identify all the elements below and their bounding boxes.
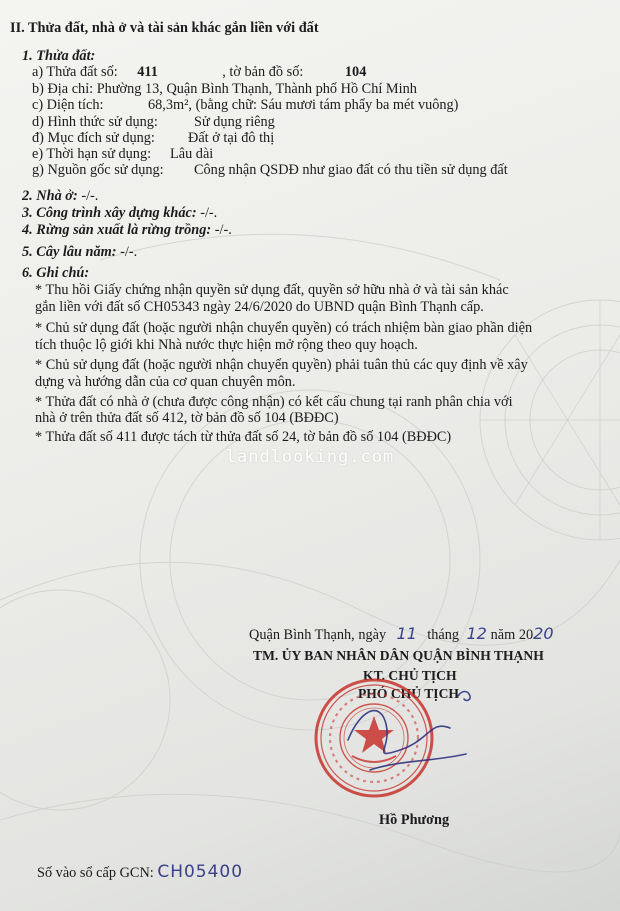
- month-label: tháng: [427, 627, 460, 643]
- house-value: -/-.: [81, 188, 99, 204]
- land-term-label: e) Thời hạn sử dụng:: [32, 146, 152, 162]
- land-purpose-row: [32, 130, 274, 146]
- signature-mark: [340, 680, 480, 800]
- watermark: landlooking.com: [225, 447, 395, 467]
- land-heading: 1. Thửa đất:: [22, 48, 96, 64]
- land-parcel-row: [32, 64, 366, 80]
- date-day: 11: [396, 624, 417, 643]
- note-line: * Chủ sử dụng đất (hoặc người nhận chuyển quyền) có trách nhiệm bàn giao phần diện: [35, 320, 533, 336]
- land-purpose-value: Đất ở tại đô thị: [188, 130, 275, 146]
- trees-label: 5. Cây lâu năm:: [22, 244, 117, 260]
- land-sheet-number: 104: [344, 64, 367, 80]
- land-area-row: [32, 97, 458, 113]
- note-line: * Chủ sử dụng đất (hoặc người nhận chuyển quyền) phải tuân thủ các quy định về xây: [35, 357, 528, 373]
- land-use-form-label: d) Hình thức sử dụng:: [32, 114, 158, 130]
- registry-number: CH05400: [157, 862, 244, 882]
- place-date-row: [249, 626, 554, 643]
- land-origin-label: g) Nguồn gốc sử dụng:: [32, 162, 164, 178]
- date-month: 12: [466, 624, 487, 643]
- forest-row: [22, 222, 232, 238]
- registry-label: Số vào sổ cấp GCN:: [37, 865, 154, 881]
- land-sheet-label: , tờ bản đồ số:: [222, 64, 304, 80]
- land-use-form-row: [32, 114, 275, 130]
- land-term-value: Lâu dài: [170, 146, 214, 162]
- land-parcel-number: 411: [137, 64, 158, 80]
- construction-value: -/-.: [200, 205, 218, 221]
- forest-value: -/-.: [214, 222, 232, 238]
- construction-label: 3. Công trình xây dựng khác:: [22, 205, 197, 221]
- land-purpose-label: đ) Mục đích sử dụng:: [32, 130, 155, 146]
- place-date-prefix: Quận Bình Thạnh, ngày: [249, 627, 387, 643]
- land-origin-row: [32, 162, 508, 178]
- trees-row: [22, 244, 137, 260]
- house-row: [22, 188, 98, 204]
- note-line: dựng và hướng dẫn của cơ quan chuyên môn.: [35, 374, 296, 390]
- note-line: tích thuộc lộ giới khi Nhà nước thực hiện mở rộng theo quy hoạch.: [35, 337, 418, 353]
- note-line: * Thửa đất có nhà ở (chưa được công nhận) có kết cấu chung tại ranh phân chia với: [35, 394, 513, 410]
- deputy-title: PHÓ CHỦ TỊCH: [358, 686, 459, 701]
- note-line: gắn liền với đất số CH05343 ngày 24/6/2020 do UBND quận Bình Thạnh cấp.: [35, 299, 484, 315]
- kt-title: KT. CHỦ TỊCH: [363, 668, 457, 683]
- registry-row: [37, 864, 243, 881]
- note-line: nhà ở trên thửa đất số 412, tờ bản đồ số 104 (BĐĐC): [35, 410, 339, 426]
- trees-value: -/-.: [120, 244, 138, 260]
- land-use-form-value: Sử dụng riêng: [194, 114, 275, 130]
- land-origin-value: Công nhận QSDĐ như giao đất có thu tiền sử dụng đất: [194, 162, 508, 178]
- construction-row: [22, 205, 217, 221]
- section-title: II. Thửa đất, nhà ở và tài sản khác gắn liền với đất: [10, 20, 319, 36]
- signer-name: Hồ Phương: [379, 812, 450, 828]
- note-line: * Thu hồi Giấy chứng nhận quyền sử dụng đất, quyền sở hữu nhà ở và tài sản khác: [35, 282, 509, 298]
- year-label: năm 20: [490, 627, 534, 643]
- date-year-suffix: 20: [533, 624, 554, 643]
- land-parcel-label: a) Thửa đất số:: [32, 64, 118, 80]
- authority-name: TM. ỦY BAN NHÂN DÂN QUẬN BÌNH THẠNH: [253, 648, 544, 663]
- land-address: b) Địa chỉ: Phường 13, Quận Bình Thạnh, Thành phố Hồ Chí Minh: [32, 81, 417, 97]
- land-term-row: [32, 146, 213, 162]
- notes-heading: 6. Ghi chú:: [22, 265, 90, 281]
- land-area-label: c) Diện tích:: [32, 97, 104, 113]
- note-line: * Thửa đất số 411 được tách từ thửa đất số 24, tờ bản đồ số 104 (BĐĐC): [35, 429, 452, 445]
- forest-label: 4. Rừng sản xuất là rừng trồng:: [22, 222, 212, 238]
- house-label: 2. Nhà ở:: [22, 188, 78, 204]
- land-area-value: 68,3m², (bằng chữ: Sáu mươi tám phẩy ba mét vuông): [148, 97, 459, 113]
